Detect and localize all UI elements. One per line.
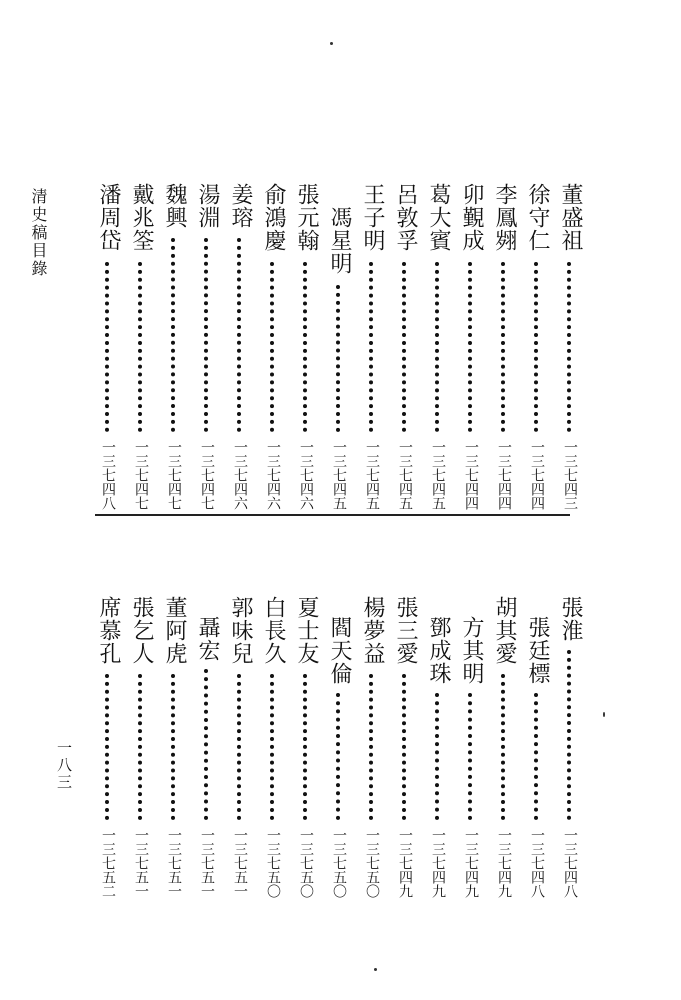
list-item-page: 一三七四七 <box>133 440 149 510</box>
leader-dots <box>402 262 412 432</box>
list-item-name: 葛大賓 <box>426 183 451 252</box>
list-item-name: 張三愛 <box>393 596 418 665</box>
book-title: 清史稿目錄 <box>29 188 48 278</box>
leader-dots <box>534 262 544 432</box>
list-item-page: 一三七四四 <box>529 440 545 510</box>
list-item-page: 一三七五〇 <box>265 828 281 898</box>
list-item-name: 湯淵 <box>195 183 220 229</box>
list-item-page: 一三七四三 <box>562 440 578 510</box>
list-item-name: 胡其愛 <box>492 596 517 665</box>
list-item-name: 王子明 <box>360 183 385 252</box>
list-item-name: 卯覲成 <box>459 183 484 252</box>
list-item-page: 一三七四九 <box>430 828 446 898</box>
leader-dots <box>435 262 445 432</box>
leader-dots <box>369 262 379 432</box>
list-item-page: 一三七四六 <box>265 440 281 510</box>
list-item-page: 一三七四四 <box>496 440 512 510</box>
list-item-page: 一三七四九 <box>397 828 413 898</box>
list-item-page: 一三七四八 <box>529 828 545 898</box>
list-item-page: 一三七四五 <box>331 440 347 510</box>
leader-dots <box>435 693 445 820</box>
list-item-page: 一三七四四 <box>463 440 479 510</box>
list-item-page: 一三七五〇 <box>364 828 380 898</box>
leader-dots <box>567 262 577 432</box>
leader-dots <box>369 674 379 820</box>
list-item-page: 一三七五一 <box>166 828 182 898</box>
leader-dots <box>303 674 313 820</box>
leader-dots <box>468 262 478 432</box>
list-item-name: 潘周岱 <box>96 183 121 252</box>
page-number: 一八三 <box>55 740 73 791</box>
list-item-page: 一三七四六 <box>298 440 314 510</box>
list-item-name: 聶宏 <box>195 616 220 662</box>
list-item-name: 楊夢益 <box>360 596 385 665</box>
leader-dots <box>303 262 313 432</box>
list-item-name: 張元翰 <box>294 183 319 252</box>
list-item-page: 一三七五一 <box>232 828 248 898</box>
leader-dots <box>105 262 115 432</box>
list-item-page: 一三七五二 <box>100 828 116 898</box>
list-item-page: 一三七四六 <box>232 440 248 510</box>
list-item-page: 一三七四八 <box>100 440 116 510</box>
list-item-name: 席慕孔 <box>96 596 121 665</box>
leader-dots <box>336 285 346 432</box>
list-item-page: 一三七四五 <box>397 440 413 510</box>
list-item-name: 魏興 <box>162 183 187 229</box>
section-divider <box>95 514 570 516</box>
list-item-name: 董盛祖 <box>558 183 583 252</box>
list-item-page: 一三七四九 <box>496 828 512 898</box>
list-item-name: 郭味兒 <box>228 596 253 665</box>
list-item-page: 一三七四五 <box>430 440 446 510</box>
list-item-page: 一三七四九 <box>463 828 479 898</box>
leader-dots <box>204 238 214 432</box>
list-item-name: 夏士友 <box>294 596 319 665</box>
leader-dots <box>204 669 214 820</box>
leader-dots <box>534 693 544 820</box>
list-item-name: 俞鴻慶 <box>261 183 286 252</box>
list-item-name: 董阿虎 <box>162 596 187 665</box>
list-item-name: 鄧成珠 <box>426 616 451 685</box>
list-item-name: 白長久 <box>261 596 286 665</box>
scan-speck <box>330 42 333 45</box>
list-item-page: 一三七四七 <box>199 440 215 510</box>
leader-dots <box>336 693 346 820</box>
leader-dots <box>171 238 181 432</box>
leader-dots <box>501 674 511 820</box>
list-item-page: 一三七四七 <box>166 440 182 510</box>
scan-speck <box>374 968 377 971</box>
leader-dots <box>501 262 511 432</box>
list-item-name: 姜瑢 <box>228 183 253 229</box>
list-item-name: 張乞人 <box>129 596 154 665</box>
scan-speck <box>603 712 605 717</box>
leader-dots <box>468 693 478 820</box>
list-item-name: 李鳳翙 <box>492 183 517 252</box>
list-item-page: 一三七五〇 <box>331 828 347 898</box>
leader-dots <box>105 674 115 820</box>
list-item-name: 馮星明 <box>327 206 352 275</box>
list-item-name: 徐守仁 <box>525 183 550 252</box>
list-item-page: 一三七四五 <box>364 440 380 510</box>
leader-dots <box>237 674 247 820</box>
list-item-name: 呂敦孚 <box>393 183 418 252</box>
list-item-name: 閻天倫 <box>327 616 352 685</box>
list-item-page: 一三七四八 <box>562 828 578 898</box>
list-item-name: 戴兆筌 <box>129 183 154 252</box>
leader-dots <box>138 262 148 432</box>
leader-dots <box>237 238 247 432</box>
list-item-name: 方其明 <box>459 616 484 685</box>
list-item-page: 一三七五〇 <box>298 828 314 898</box>
list-item-name: 張淮 <box>558 596 583 642</box>
leader-dots <box>270 674 280 820</box>
leader-dots <box>270 262 280 432</box>
list-item-page: 一三七五一 <box>133 828 149 898</box>
leader-dots <box>567 650 577 820</box>
list-item-name: 張廷標 <box>525 616 550 685</box>
leader-dots <box>138 674 148 820</box>
leader-dots <box>402 674 412 820</box>
leader-dots <box>171 674 181 820</box>
list-item-page: 一三七五一 <box>199 828 215 898</box>
